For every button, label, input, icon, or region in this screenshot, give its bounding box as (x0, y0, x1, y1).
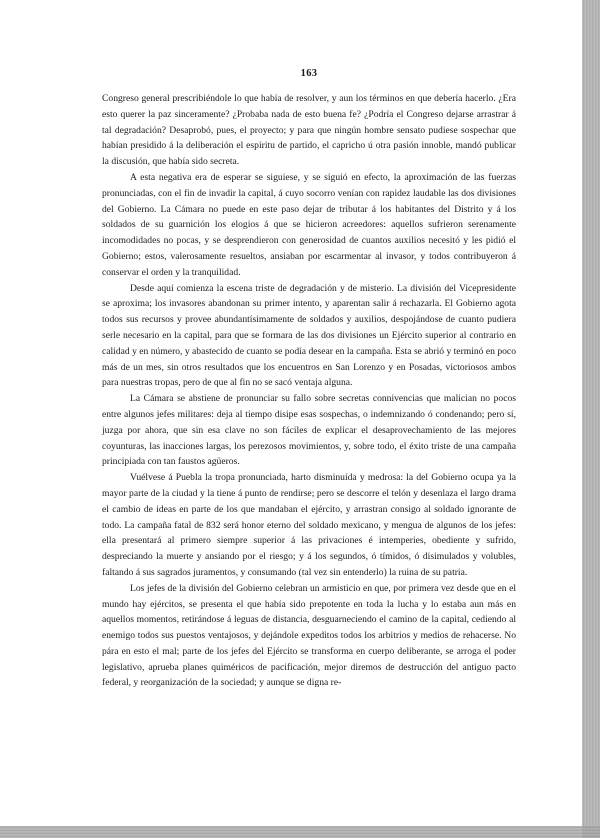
paragraph-1: Congreso general prescribiéndole lo que había de resolver, y aun los términos en que debería hacerlo. ¿Era esto querer la paz sinceramente? ¿Probaba nada de esto buena fe? ¿Podría el Congreso dejarse arrastrar á tal degradación? Desaprobó, pues, el proyecto; y para que ningún hombre sensato pudiese sospechar que habían presidido á la deliberación el espíritu de partido, el capricho ú otra pasión innoble, mandó publicar la discusión, que había sido secreta. (102, 93, 516, 168)
page-number: 163 (300, 68, 318, 79)
paragraph-5: Vuélvese á Puebla la tropa pronunciada, harto disminuída y medrosa: la del Gobierno ocupa ya la mayor parte de la ciudad y la tiene á punto de rendirse; pero se descorre el telón y desenlaza el largo drama el cambio de ideas en parte de los que mandaban el ejército, y arrastran consigo al soldado ignorante de todo. La campaña fatal de 832 será honor eterno del soldado mexicano, y mengua de algunos de los jefes: ella presentará al primero siempre superior á las privaciones é intemperies, obediente y sufrido, despreciando la muerte y ansiando por el riesgo; y á los segundos, ó tímidos, ó disimulados y volubles, faltando á sus sagrados juramentos, y consumando (tal vez sin entenderlo) la ruina de su patria. (102, 472, 516, 578)
scan-edge-right (582, 0, 600, 838)
paragraph-3: Desde aquí comienza la escena triste de degradación y de misterio. La división del Vicepresidente se aproxima; los invasores abandonan su primer intento, y aparentan salir á rechazarla. El Gobierno agota todos sus recursos y provee abundantísimamente de soldados y auxilios, despojándose de cuanto pudiera serle necesario en la capital, para que se formara de las dos divisiones un Ejército superior al contrario en calidad y en número, y abastecido de cuanto se podía desear en la campaña. Esta se abrió y terminó en poco más de un mes, sin otros resultados que los encuentros en San Lorenzo y en Posadas, victoriosos ambos para nuestras tropas, pero de que al fin no se sacó ventaja alguna. (102, 282, 516, 389)
paragraph-4: La Cámara se abstiene de pronunciar su fallo sobre secretas connivencias que malician no pocos entre algunos jefes militares: deja al tiempo disipe esas sospechas, o indemnizando ó condenando; pero sí, juzga por ahora, que sin esa clave no son fáciles de explicar el desaprovechamiento de las mejores coyunturas, las inacciones largas, los perezosos movimientos, y, sobre todo, el éxito triste de una campaña principiada con tan faustos agüeros. (102, 393, 516, 468)
paragraph-6: Los jefes de la división del Gobierno celebran un armisticio en que, por primera vez desde que en el mundo hay ejércitos, se presenta el que había sido prepotente en toda la lucha y lo estaba aun más en aquellos momentos, retirándose á leguas de distancia, desguarneciendo el camino de la capital, cediendo al enemigo todos sus puestos ventajosos, y dejándole expeditos todos los arbitrios y medios de rehacerse. No pára en esto el mal; parte de los jefes del Ejército se transforma en cuerpo deliberante, se arroga el poder legislativo, aprueba planes quiméricos de pacificación, mejor diremos de destrucción del antiguo pacto federal, y reorganización de la sociedad; y aunque se digna re- (102, 582, 516, 689)
document-page (102, 68, 516, 691)
paragraph-2: A esta negativa era de esperar se siguiese, y se siguió en efecto, la aproximación de las fuerzas pronunciadas, con el fin de invadir la capital, á cuyo socorro venían con rapidez laudable las dos divisiones del Gobierno. La Cámara no puede en este paso dejar de tributar á los habitantes del Distrito y á los soldados de su guarnición los elogios á que se hicieron acreedores: aquellos sufrieron serenamente incomodidades no pocas, y se desprendieron con generosidad de cuantos auxilios necesitó y les pidió el Gobierno; estos, valerosamente resueltos, ansiaban por escarmentar al invasor, y todos contribuyeron á conservar el orden y la tranquilidad. (102, 171, 516, 278)
scan-edge-bottom (0, 826, 600, 838)
